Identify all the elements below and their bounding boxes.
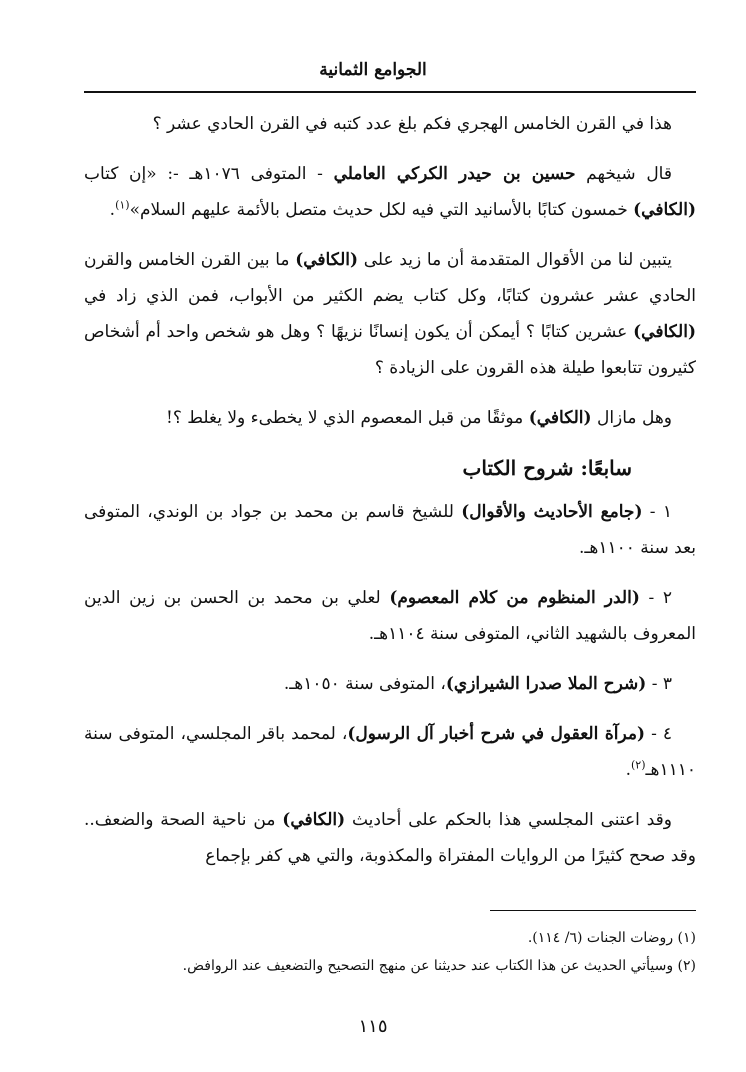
- book-name: (الكافي): [295, 250, 359, 270]
- section-heading: سابعًا: شروح الكتاب: [462, 456, 632, 480]
- list-item: ٣ - (شرح الملا صدرا الشيرازي)، المتوفى سنة ١٠٥٠هـ.: [283, 674, 672, 694]
- footnotes: [84, 924, 696, 980]
- book-title: (الدر المنظوم من كلام المعصوم): [389, 588, 640, 608]
- footnote-marker: (١): [115, 198, 130, 212]
- book-title: (مرآة العقول في شرح أخبار آل الرسول): [347, 724, 646, 744]
- person-name: حسين بن حيدر الكركي العاملي: [333, 164, 576, 184]
- paragraph: قال شيخهم حسين بن حيدر الكركي العاملي - المتوفى ١٠٧٦هـ -: «إن كتاب (الكافي) خمسون كتابًا بالأسانيد التي فيه لكل حديث متصل بالأئمة عليهم السلام»$^{(١)}$.: [84, 164, 696, 220]
- book-name: (الكافي): [633, 322, 696, 342]
- book-title: (جامع الأحاديث والأقوال): [461, 502, 643, 522]
- footnote-rule: [490, 910, 696, 911]
- paragraph: يتبين لنا من الأقوال المتقدمة أن ما زيد على (الكافي) ما بين القرن الخامس والقرن الحادي عشر عشرون كتابًا، وكل كتاب يضم الكثير من الأبواب، فمن الذي زاد في (الكافي) عشرين كتابًا ؟ أيمكن أن يكون إنسانًا نزيهًا ؟ وهل هو شخص واحد أم أشخاص كثيرون تتابعوا طيلة هذه القرون على الزيادة ؟: [84, 250, 696, 378]
- book-name: (الكافي): [633, 200, 696, 220]
- footnote: (١) روضات الجنات (٦/ ١١٤).: [527, 930, 696, 946]
- book-name: (الكافي): [528, 408, 592, 428]
- main-text: [84, 106, 696, 888]
- header-rule: [84, 91, 696, 93]
- footnote-marker: (٢): [631, 758, 646, 772]
- book-name: (الكافي): [282, 810, 346, 830]
- list-item: ٤ - (مرآة العقول في شرح أخبار آل الرسول)، لمحمد باقر المجلسي، المتوفى سنة ١١١٠هـ$^{(٢)}$.: [84, 724, 696, 780]
- page-number: ١١٥: [358, 1016, 388, 1037]
- paragraph: وهل مازال (الكافي) موثقًا من قبل المعصوم الذي لا يخطىء ولا يغلط ؟!: [166, 408, 672, 428]
- paragraph: وقد اعتنى المجلسي هذا بالحكم على أحاديث (الكافي) من ناحية الصحة والضعف.. وقد صحح كثيرًا من الروايات المفتراة والمكذوبة، والتي هي كفر بإجماع: [84, 810, 696, 866]
- footnote: (٢) وسيأتي الحديث عن هذا الكتاب عند حديثنا عن منهج التصحيح والتضعيف عند الروافض.: [182, 958, 696, 974]
- paragraph: هذا في القرن الخامس الهجري فكم بلغ عدد كتبه في القرن الحادي عشر ؟: [152, 114, 672, 134]
- book-title: (شرح الملا صدرا الشيرازي): [445, 674, 647, 694]
- list-item: ١ - (جامع الأحاديث والأقوال) للشيخ قاسم بن محمد بن جواد بن الوندي، المتوفى بعد سنة ١١٠٠هـ.: [84, 502, 696, 558]
- running-header: الجوامع الثمانية: [319, 60, 427, 80]
- list-item: ٢ - (الدر المنظوم من كلام المعصوم) لعلي بن محمد بن الحسن بن زين الدين المعروف بالشهيد الثاني، المتوفى سنة ١١٠٤هـ.: [84, 588, 696, 644]
